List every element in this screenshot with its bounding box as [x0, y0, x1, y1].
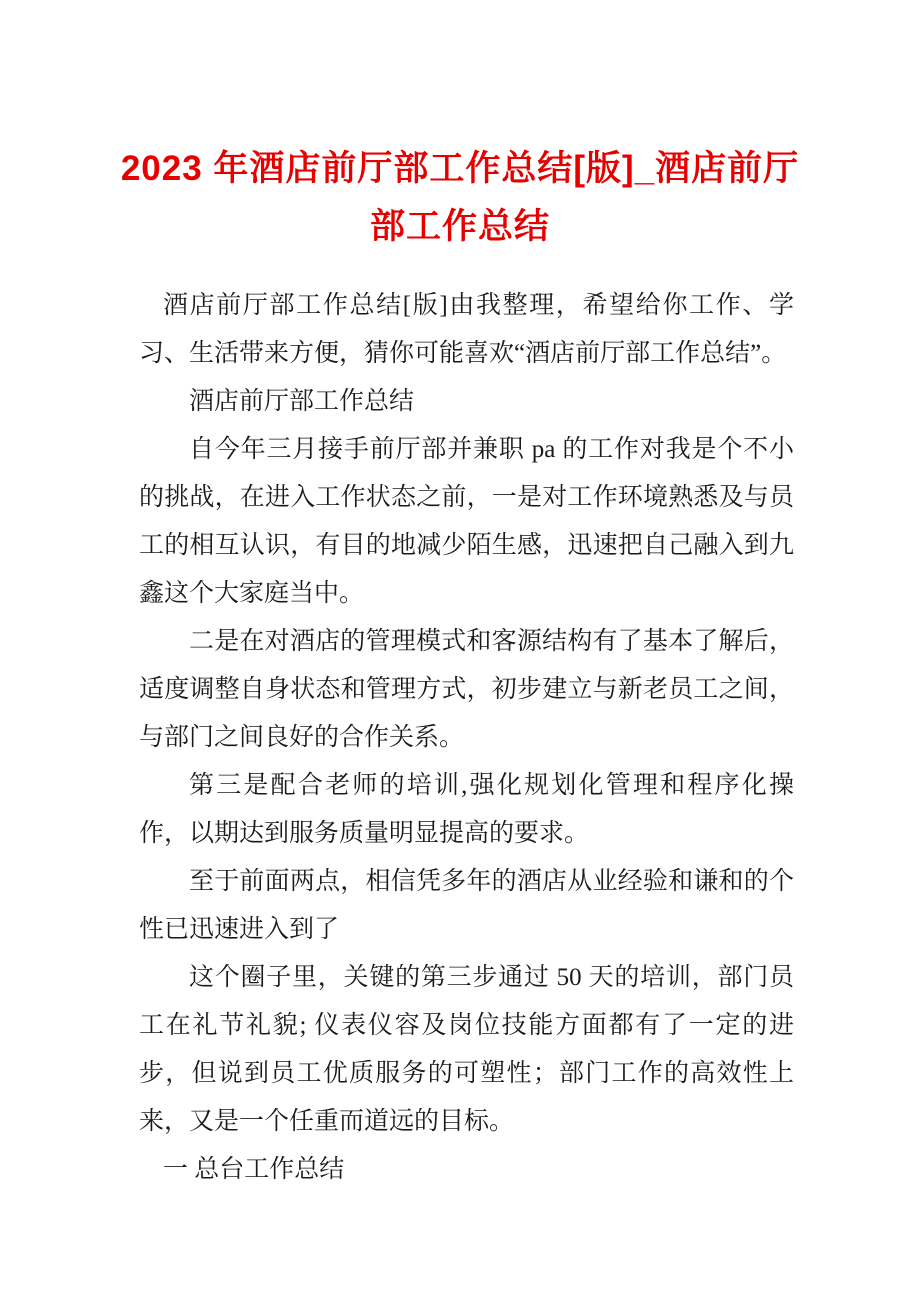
paragraph: 酒店前厅部工作总结: [189, 388, 415, 415]
paragraph: 二是在对酒店的管理模式和客源结构有了基本了解后，适度调整自身状态和管理方式，初步建立与新老员工之间，与部门之间良好的合作关系。: [139, 628, 794, 751]
document-body: [139, 282, 794, 1194]
paragraph: 自今年三月接手前厅部并兼职 pa 的工作对我是个不小的挑战，在进入工作状态之前，一是对工作环境熟悉及与员工的相互认识，有目的地减少陌生感，迅速把自己融入到九鑫这个大家庭当中。: [139, 436, 794, 607]
document-title-line-2: 部工作总结: [369, 207, 550, 246]
paragraph: 至于前面两点，相信凭多年的酒店从业经验和谦和的个性已迅速进入到了: [139, 868, 794, 943]
paragraph: 一 总台工作总结: [163, 1156, 345, 1183]
document-title: [0, 0, 920, 256]
paragraph: 第三是配合老师的培训,强化规划化管理和程序化操作，以期达到服务质量明显提高的要求。: [139, 772, 794, 847]
document-title-line-1: 2023 年酒店前厅部工作总结[版]_酒店前厅: [120, 149, 800, 188]
paragraph: 酒店前厅部工作总结[版]由我整理，希望给你工作、学习、生活带来方便，猜你可能喜欢“酒店前厅部工作总结”。: [139, 292, 794, 367]
paragraph: 这个圈子里，关键的第三步通过 50 天的培训，部门员工在礼节礼貌; 仪表仪容及岗位技能方面都有了一定的进步，但说到员工优质服务的可塑性；部门工作的高效性上来，又是一个任重而道远的目标。: [139, 964, 794, 1135]
